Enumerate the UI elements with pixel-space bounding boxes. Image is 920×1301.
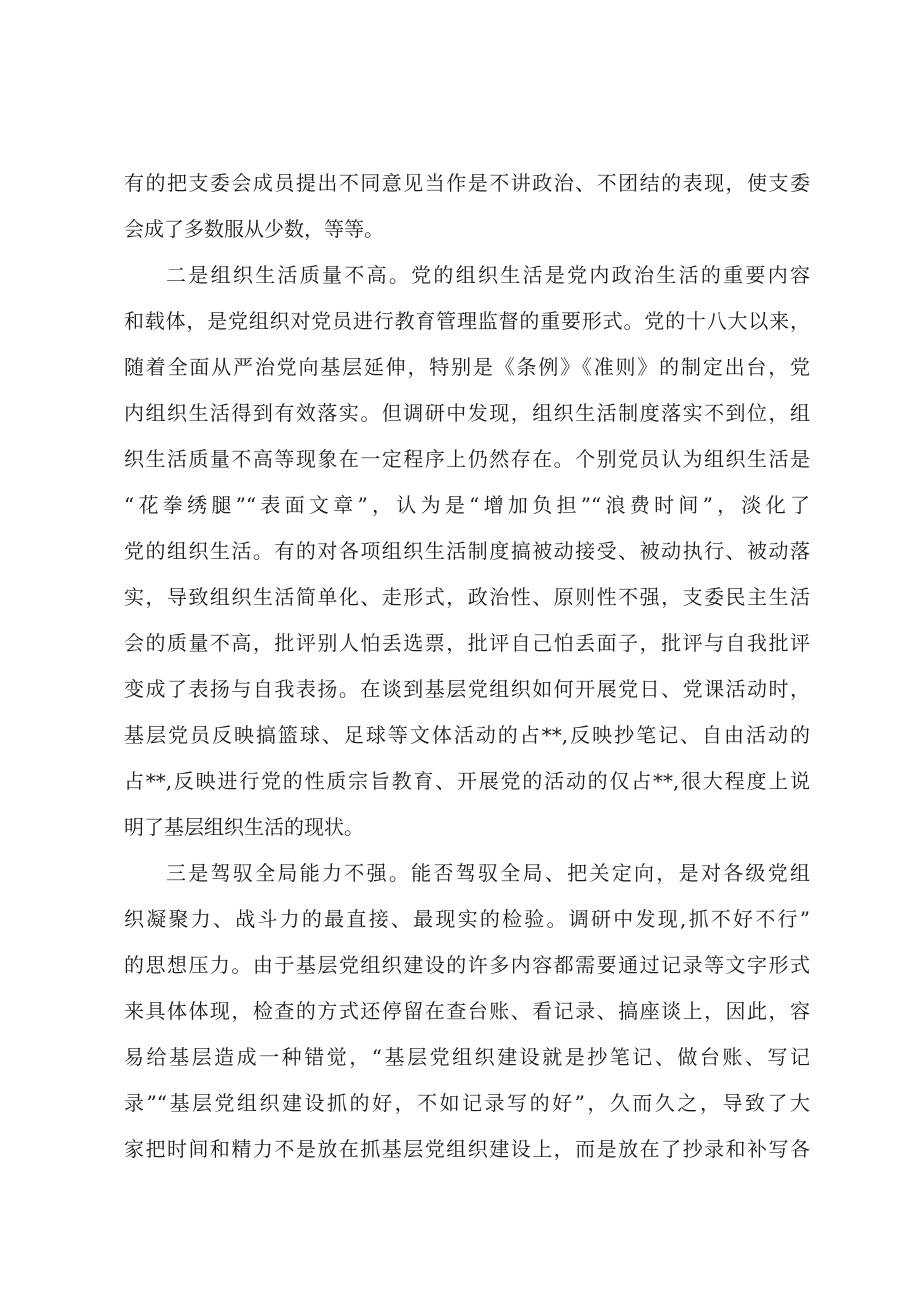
text-line xyxy=(124,390,810,436)
line-text: 来具体体现，检查的方式还停留在查台账、看记录、搞座谈上，因此，容 xyxy=(124,999,810,1023)
line-text: 变成了表扬与自我表扬。在谈到基层党组织如何开展党日、党课活动时， xyxy=(124,677,810,701)
document-page xyxy=(124,160,810,1172)
text-line xyxy=(124,1080,810,1126)
text-line xyxy=(124,344,810,390)
paragraph xyxy=(124,850,810,1172)
text-line xyxy=(124,574,810,620)
text-line: 明了基层组织生活的现状。 xyxy=(124,815,364,839)
text-line xyxy=(124,298,810,344)
text-line xyxy=(124,160,810,206)
line-text: 家把时间和精力不是放在抓基层党组织建设上，而是放在了抄录和补写各 xyxy=(124,1137,810,1161)
paragraph xyxy=(124,160,810,252)
line-text: 占**,反映进行党的性质宗旨教育、开展党的活动的仅占**,很大程度上说 xyxy=(124,769,810,793)
line-text: “花拳绣腿”“表面文章”，认为是“增加负担”“浪费时间”，淡化了 xyxy=(124,493,810,517)
text-line xyxy=(124,758,810,804)
text-line xyxy=(124,1126,810,1172)
text-line xyxy=(124,896,810,942)
line-text: 易给基层造成一种错觉，“基层党组织建设就是抄笔记、做台账、写记 xyxy=(124,1045,810,1069)
line-text: 织生活质量不高等现象在一定程序上仍然存在。个别党员认为组织生活是 xyxy=(124,447,810,471)
text-line xyxy=(124,712,810,758)
line-text: 三是驾驭全局能力不强。能否驾驭全局、把关定向，是对各级党组 xyxy=(166,861,810,885)
line-text: 随着全面从严治党向基层延伸，特别是《条例》《准则》的制定出台，党 xyxy=(124,355,810,379)
line-text: 织凝聚力、战斗力的最直接、最现实的检验。调研中发现,抓不好不行” xyxy=(124,907,810,931)
text-line xyxy=(124,436,810,482)
text-line xyxy=(124,528,810,574)
line-text: 有的把支委会成员提出不同意见当作是不讲政治、不团结的表现，使支委 xyxy=(124,171,810,195)
text-line xyxy=(124,482,810,528)
line-text: 二是组织生活质量不高。党的组织生活是党内政治生活的重要内容 xyxy=(166,263,810,287)
text-line xyxy=(124,620,810,666)
text-line xyxy=(124,988,810,1034)
line-text: 录”“基层党组织建设抓的好，不如记录写的好”，久而久之，导致了大 xyxy=(124,1091,810,1115)
line-text: 内组织生活得到有效落实。但调研中发现，组织生活制度落实不到位，组 xyxy=(124,401,810,425)
text-line xyxy=(124,666,810,712)
paragraph xyxy=(124,252,810,850)
line-text: 的思想压力。由于基层党组织建设的许多内容都需要通过记录等文字形式 xyxy=(124,953,810,977)
line-text: 和载体，是党组织对党员进行教育管理监督的重要形式。党的十八大以来， xyxy=(124,309,810,333)
text-line xyxy=(124,942,810,988)
line-text: 会的质量不高，批评别人怕丢选票，批评自己怕丢面子，批评与自我批评 xyxy=(124,631,810,655)
text-line: 会成了多数服从少数，等等。 xyxy=(124,217,384,241)
text-line xyxy=(124,850,810,896)
text-line xyxy=(124,1034,810,1080)
line-text: 党的组织生活。有的对各项组织生活制度搞被动接受、被动执行、被动落 xyxy=(124,539,810,563)
line-text: 实，导致组织生活简单化、走形式，政治性、原则性不强，支委民主生活 xyxy=(124,585,810,609)
text-line xyxy=(124,252,810,298)
line-text: 基层党员反映搞篮球、足球等文体活动的占**,反映抄笔记、自由活动的 xyxy=(124,723,810,747)
